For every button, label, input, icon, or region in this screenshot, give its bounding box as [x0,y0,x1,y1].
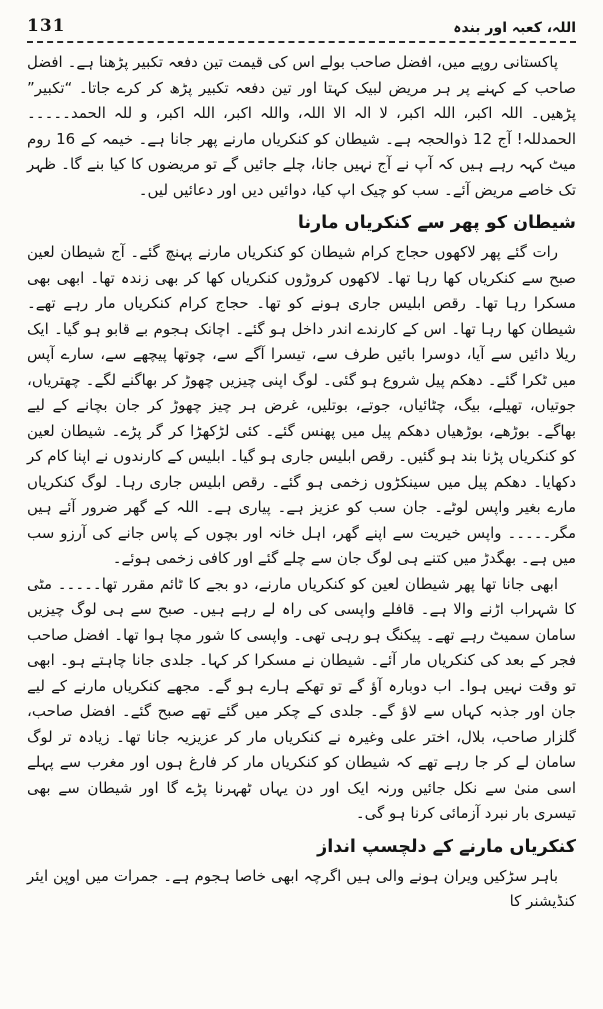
header-divider [27,41,576,43]
page-number: 131 [27,16,66,36]
paragraph: ابھی جانا تھا پھر شیطان لعین کو کنکریاں مارنے، دو بجے کا ٹائم مقرر تھا۔۔۔۔۔ مٹی کا شہراب اڑنے والا ہے۔ قافلے واپسی کی راہ لے رہے ہیں۔ صبح سے ہی لوگ چیزیں سامان سمیٹ رہے تھے۔ پیکنگ ہو رہی تھی۔ واپسی کا شور مچا ہوا تھا۔ افضل صاحب فجر کے بعد کی کنکریاں مار آئے۔ شیطان نے مسکرا کر کہا۔ جلدی جانا چاہتے ہو۔ ابھی تو وقت نہیں ہوا۔ اب دوبارہ آؤ گے تو تھکے ہارے ہو گے۔ مجھے کنکریاں مارنے کے لیے جان اور جذبہ کہاں سے لاؤ گے۔ جلدی کے چکر میں گئے تھے صبح گئے۔ افضل صاحب، گلزار صاحب، بلال، اختر علی وغیرہ نے کنکریاں مار کر عزیزیہ جانا تھا۔ زیادہ تر لوگ سامان لے کر جا رہے تھے کہ شیطان کو کنکریاں مار کر فارغ ہوں اور مغرب سے پہلے اسی منیٰ سے نکل جائیں ورنہ ایک اور دن یہاں ٹھہرنا پڑے گا اور شیطان سے بھی تیسری بار نبرد آزمائی کرنا ہو گی۔ [27,574,576,822]
paragraph: پاکستانی روپے میں، افضل صاحب بولے اس کی قیمت تین دفعہ تکبیر پڑھنا ہے۔ افضل صاحب کے کہنے پر ہر مریض لبیک کہتا اور تین دفعہ تکبیر پڑھ کر کرے جاتا۔ “تکبیر” پڑھیں۔ اللہ اکبر، اللہ اکبر، لا الہ الا اللہ، واللہ اکبر، اللہ اکبر، و للہ الحمد۔۔۔۔۔الحمدللہ! آج 12 ذوالحجہ ہے۔ شیطان کو کنکریاں مارنے پھر جانا ہے۔ خیمہ کے 16 روم میٹ کہہ رہے ہیں کہ آپ نے آج نہیں جانا، چلے جائیں گے تو مریضوں کا کیا بنے گا۔ ظہر تک خاصے مریض آئے۔ سب کو چیک اپ کیا، دوائیں دیں اور دعائیں لیں۔ [27,53,576,199]
running-header-title: اللہ، کعبہ اور بندہ [453,20,576,36]
page-header [27,12,576,36]
page-body-text [27,50,576,915]
paragraph: رات گئے پھر لاکھوں حجاج کرام شیطان کو کنکریاں مارنے پہنچ گئے۔ آج شیطان لعین صبح سے کنکریاں کھا رہا تھا۔ لاکھوں کروڑوں کنکریاں کھا کر بھی زندہ تھا۔ ابھی بھی مسکرا رہا تھا۔ رقص ابلیس جاری ہونے کو تھا۔ حجاج کرام کنکریاں مار رہے تھے۔ شیطان کھا رہا تھا۔ اس کے کارندے اندر داخل ہو گئے۔ اچانک ہجوم بے قابو ہو گیا۔ ایک ریلا دائیں سے آیا، دوسرا بائیں طرف سے، تیسرا آگے سے، چوتھا پیچھے سے، سارے آپس میں ٹکرا گئے۔ دھکم پیل شروع ہو گئی۔ لوگ اپنی چیزیں چھوڑ کر بھاگنے لگے۔ چھتریاں، جوتیاں، تھیلے، بیگ، چٹائیاں، جوتے، بوتلیں، غرض ہر چیز چھوڑ کر جان بچانے کے لیے بھاگے۔ بوڑھے، بوڑھیاں دھکم پیل میں پھنس گئے۔ کئی لڑکھڑا کر گر پڑے۔ شیطان لعین کو کنکریاں پڑنا بند ہو گئیں۔ رقص ابلیس جاری ہو گیا۔ ابلیس کے کارندوں نے اپنا کام کر دکھایا۔ دھکم پیل میں سینکڑوں زخمی ہو گئے۔ رقص ابلیس جاری رہا۔ لوگ کنکریاں مارے بغیر واپس لوٹے۔ جان سب کو عزیز ہے۔ پیاری ہے۔ اللہ کے گھر ضرور آئے ہیں مگر۔۔۔۔۔ واپس خیریت سے اپنے گھر، اہل خانہ اور بچوں کے پاس جانے کی آرزو سب میں ہے۔ بھگدڑ میں کتنے ہی لوگ جان سے چلے گئے اور کافی زخمی ہوئے۔ [27,243,576,567]
paragraph: باہر سڑکیں ویران ہونے والی ہیں اگرچہ ابھی خاصا ہجوم ہے۔ جمرات میں اوپن ایئر کنڈیشنر کا [27,866,576,910]
section-heading: کنکریاں مارنے کے دلچسپ انداز [317,836,576,857]
section-heading: شیطان کو پھر سے کنکریاں مارنا [297,213,576,233]
